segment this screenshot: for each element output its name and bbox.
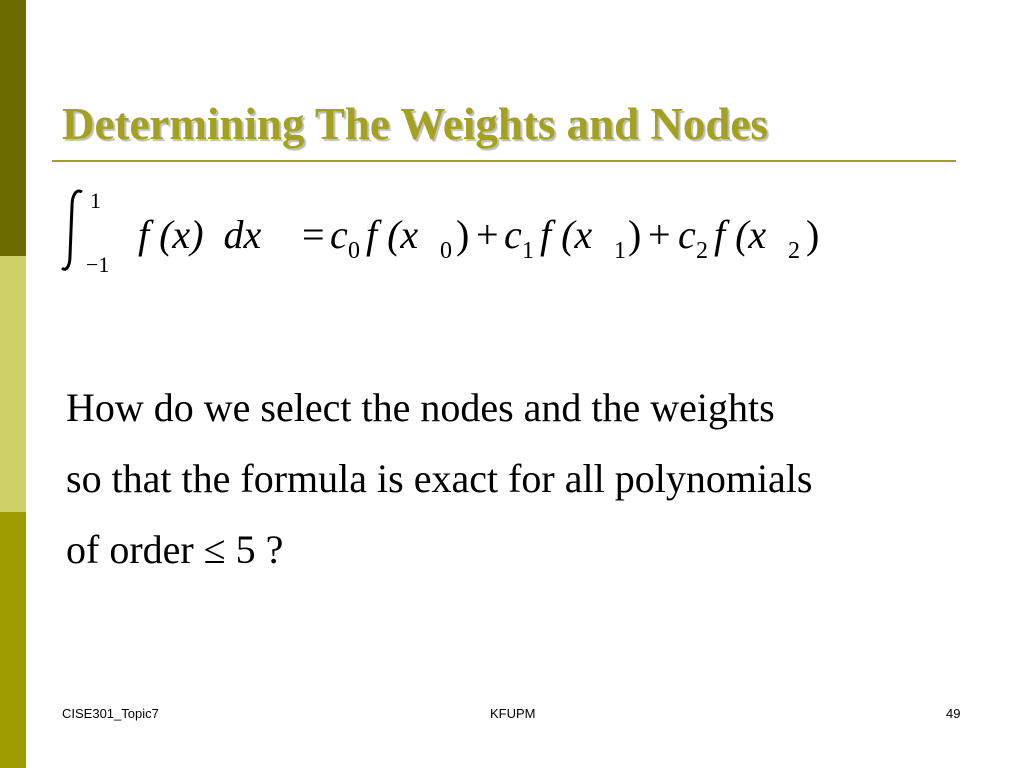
slide-title: Determining The Weights and Nodes	[62, 99, 768, 149]
question-text	[66, 372, 966, 585]
func-f-x0: f (x	[366, 212, 419, 257]
question-line-2: so that the formula is exact for all polynomials	[66, 456, 813, 501]
question-line-1: How do we select the nodes and the weights	[66, 385, 775, 430]
title-underline	[52, 160, 956, 162]
upper-limit: 1	[90, 188, 101, 213]
coef-c0-sub: 0	[348, 238, 360, 264]
side-bar-bottom	[0, 512, 26, 768]
close-paren-2: )	[806, 212, 820, 257]
arg-x2-sub: 2	[788, 238, 800, 264]
integral-sign	[62, 191, 82, 269]
arg-x0-sub: 0	[440, 238, 452, 264]
close-paren-1: )	[628, 212, 642, 257]
arg-x1-sub: 1	[614, 238, 626, 264]
integral-formula	[60, 180, 880, 280]
integrand: f (x) dx	[138, 212, 262, 257]
coef-c2: c	[678, 212, 696, 257]
plus-1: +	[476, 212, 499, 257]
lower-limit: −1	[86, 252, 110, 277]
coef-c1: c	[504, 212, 522, 257]
coef-c2-sub: 2	[696, 238, 708, 264]
footer-page-number: 49	[946, 706, 961, 721]
footer-institution: KFUPM	[490, 706, 536, 721]
close-paren-0: )	[456, 212, 470, 257]
plus-2: +	[648, 212, 671, 257]
func-f-x2: f (x	[714, 212, 767, 257]
footer-course: CISE301_Topic7	[62, 706, 159, 721]
equals-sign: =	[302, 212, 325, 257]
coef-c1-sub: 1	[522, 238, 534, 264]
side-bar-top	[0, 0, 26, 256]
coef-c0: c	[330, 212, 348, 257]
func-f-x1: f (x	[540, 212, 593, 257]
question-line-3: of order ≤ 5 ?	[66, 527, 284, 572]
side-bar-middle	[0, 256, 26, 512]
